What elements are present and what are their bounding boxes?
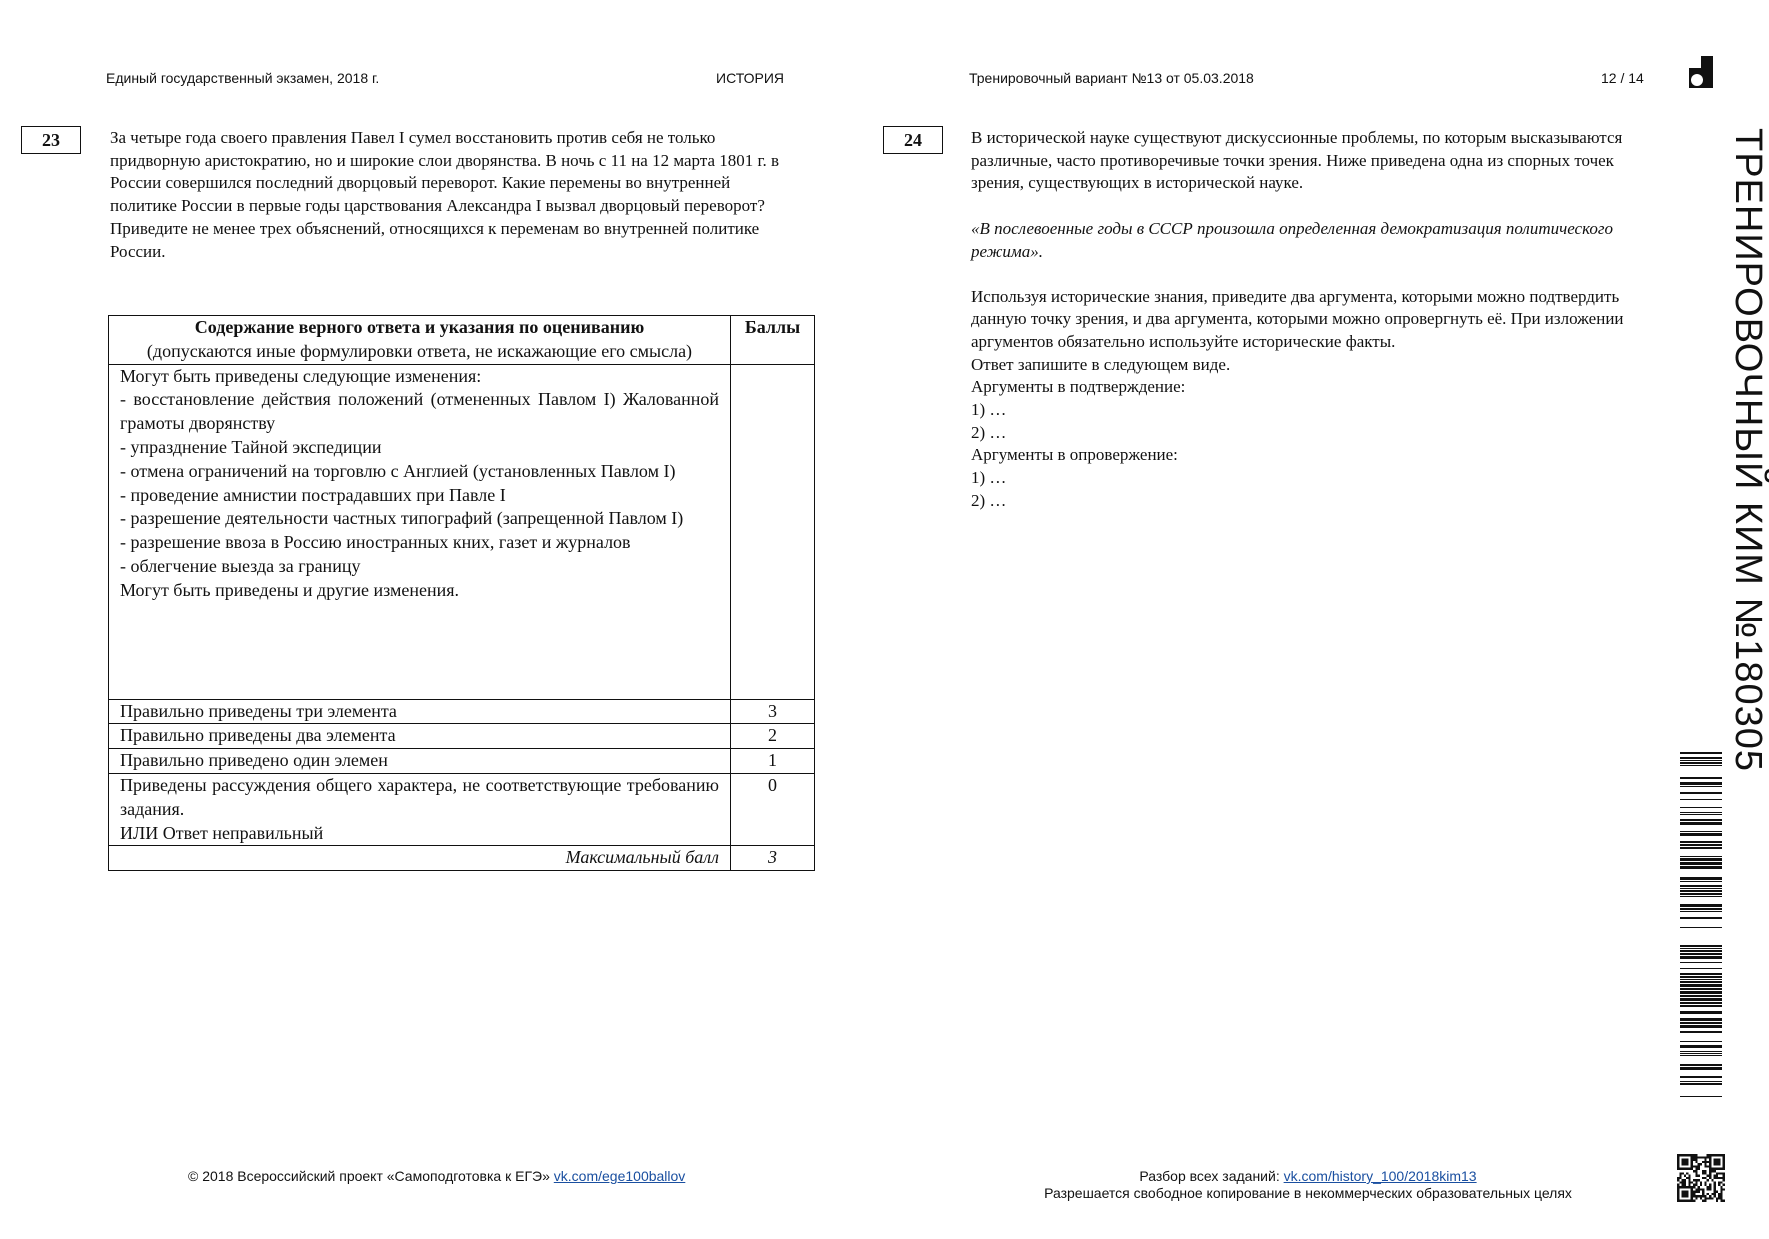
max-score-label: Максимальный балл bbox=[109, 846, 731, 871]
registration-mark-icon bbox=[1689, 56, 1713, 88]
table-header-note: (допускаются иные формулировки ответа, не искажающие его смысла) bbox=[146, 340, 693, 361]
confirm-item-2: 2) … bbox=[971, 422, 1007, 442]
header-subject: ИСТОРИЯ bbox=[716, 70, 785, 86]
task-24-number: 24 bbox=[883, 126, 943, 154]
confirm-label: Аргументы в подтверждение: bbox=[971, 377, 1186, 397]
table-header-content bbox=[109, 316, 731, 365]
task-23-question: За четыре года своего правления Павел I сумел восстановить против себя не только придворную аристократию, но и широкие слои дворянства. В ночь с 11 на 12 марта 1801 г. в России совершился последний дворцовый переворот. Какие перемены во внутренней политике России в первые годы царствования Александра I вызвал дворцовый переворот? Приведите не менее трех объяснений, относящихся к переменам во внутренней политике России. bbox=[110, 128, 780, 261]
header-variant: Тренировочный вариант №13 от 05.03.2018 bbox=[969, 70, 1254, 86]
header-page-number: 12 / 14 bbox=[1601, 70, 1644, 86]
content-line: - разрешение деятельности частных типографий (запрещенной Павлом I) bbox=[120, 508, 684, 529]
task-24-answer-form: Ответ запишите в следующем виде. bbox=[971, 354, 1231, 374]
content-line: - восстановление действия положений (отмененных Павлом I) Жалованной грамоты дворянству bbox=[120, 389, 719, 434]
criterion-cell bbox=[109, 773, 731, 845]
answer-content-cell bbox=[109, 364, 731, 699]
footer-analysis bbox=[1028, 1168, 1588, 1202]
license-text: Разрешается свободное копирование в некоммерческих образовательных целях bbox=[1044, 1185, 1572, 1201]
table-header-title: Содержание верного ответа и указания по оцениванию bbox=[194, 317, 645, 337]
points-heading: Баллы bbox=[744, 317, 801, 337]
refute-item-1: 1) … bbox=[971, 468, 1007, 488]
content-line: - отмена ограничений на торговлю с Англией (установленных Павлом I) bbox=[120, 460, 676, 481]
content-line: - упразднение Тайной экспедиции bbox=[120, 436, 382, 457]
task-24-quote: «В послевоенные годы в СССР произошла определенная демократизация политического режима». bbox=[971, 219, 1614, 261]
points-cell: 2 bbox=[731, 724, 815, 749]
criterion-cell: Правильно приведены три элемента bbox=[109, 699, 731, 724]
refute-item-2: 2) … bbox=[971, 490, 1007, 510]
points-cell: 1 bbox=[731, 749, 815, 774]
criterion-cell: Правильно приведены два элемента bbox=[109, 724, 731, 749]
content-line: - облегчение выезда за границу bbox=[120, 555, 361, 576]
zero-criterion-alt: ИЛИ Ответ неправильный bbox=[120, 822, 324, 843]
zero-criterion-line: Приведены рассуждения общего характера, не соответствующие требованию задания. bbox=[120, 774, 719, 819]
qr-code-icon bbox=[1677, 1154, 1725, 1202]
points-cell: 3 bbox=[731, 699, 815, 724]
table-header-points bbox=[731, 316, 815, 365]
vertical-kim-title: ТРЕНИРОВОЧНЫЙ КИМ №180305 bbox=[1727, 128, 1769, 773]
task-24-instruction: Используя исторические знания, приведите два аргумента, которыми можно подтвердить данную точку зрения, и два аргумента, которыми можно опровергнуть её. При изложении аргументов обязательно используйте исторические факты. bbox=[971, 286, 1624, 351]
scoring-table bbox=[108, 315, 815, 871]
max-score-row bbox=[109, 846, 815, 871]
copyright-link[interactable]: vk.com/ege100ballov bbox=[553, 1168, 686, 1184]
content-line: - разрешение ввоза в Россию иностранных кних, газет и журналов bbox=[120, 532, 631, 553]
task-23-number: 23 bbox=[21, 126, 81, 154]
content-line: Могут быть приведены следующие изменения: bbox=[120, 365, 482, 386]
barcode-icon bbox=[1680, 752, 1722, 1100]
table-row bbox=[109, 749, 815, 774]
criterion-cell: Правильно приведено один элемен bbox=[109, 749, 731, 774]
table-header-row bbox=[109, 316, 815, 365]
table-row bbox=[109, 724, 815, 749]
answer-content-row bbox=[109, 364, 815, 699]
refute-label: Аргументы в опровержение: bbox=[971, 445, 1178, 465]
confirm-item-1: 1) … bbox=[971, 400, 1007, 420]
analysis-label: Разбор всех заданий: bbox=[1139, 1168, 1280, 1184]
max-score-value: 3 bbox=[731, 846, 815, 871]
table-row bbox=[109, 773, 815, 845]
points-cell: 0 bbox=[731, 773, 815, 845]
table-row bbox=[109, 699, 815, 724]
content-line: Могут быть приведены и другие изменения. bbox=[120, 579, 460, 600]
analysis-link[interactable]: vk.com/history_100/2018kim13 bbox=[1283, 1168, 1477, 1184]
copyright-text: © 2018 Всероссийский проект «Самоподготовка к ЕГЭ» bbox=[188, 1168, 550, 1184]
footer-copyright bbox=[188, 1168, 685, 1184]
task-24-question bbox=[971, 127, 1661, 513]
task-24-intro: В исторической науке существуют дискуссионные проблемы, по которым высказываются различные, часто противоречивые точки зрения. Ниже приведена одна из спорных точек зрения, существующих в исторической науке. bbox=[971, 128, 1623, 193]
answer-content-points bbox=[731, 364, 815, 699]
content-line: - проведение амнистии пострадавших при Павле I bbox=[120, 484, 506, 505]
header-exam-title: Единый государственный экзамен, 2018 г. bbox=[106, 70, 380, 86]
